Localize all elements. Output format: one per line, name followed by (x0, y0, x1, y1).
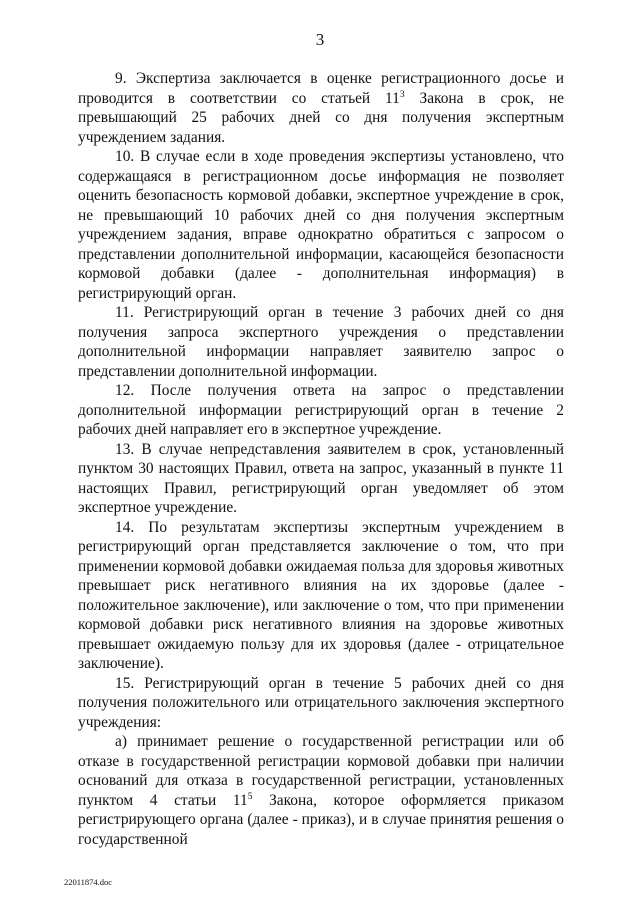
paragraph (78, 69, 564, 147)
paragraph-text: 11. Регистрирующий орган в течение 3 рабочих дней со дня получения запроса экспертного учреждения о представлении дополнительной информации направляет заявителю запрос о представлении дополнительной информации. (78, 304, 564, 380)
paragraph (78, 518, 564, 674)
paragraph-text: Закона, которое оформляется приказом регистрирующего органа (далее - приказ), и в случае принятия решения о государственной (78, 791, 564, 848)
paragraph (78, 303, 564, 381)
page-number: 3 (315, 30, 325, 49)
file-name-footer: 22011874.doc (64, 877, 113, 887)
paragraph-text: 13. В случае непредставления заявителем в срок, установленный пунктом 30 настоящих Правил, ответа на запрос, указанный в пункте 11 настоящих Правил, регистрирующий орган уведомляет об этом экспертное учреждение. (78, 440, 564, 516)
paragraph (78, 147, 564, 303)
superscript: 3 (399, 89, 405, 100)
paragraph (78, 440, 564, 518)
paragraph-text: а) принимает решение о государственной регистрации или об отказе в государственной регистрации кормовой добавки при наличии оснований для отказа в государственной регистрации, установленных пунктом 4 статьи 11 (78, 733, 564, 809)
paragraph-text: 15. Регистрирующий орган в течение 5 рабочих дней со дня получения положительного или отрицательного заключения экспертного учреждения: (78, 674, 564, 731)
paragraph-text: 10. В случае если в ходе проведения экспертизы установлено, что содержащаяся в регистрационном досье информация не позволяет оценить безопасность кормовой добавки, экспертное учреждение в срок, не превышающий 10 рабочих дней со дня получения экспертным учреждением задания, вправе однократно обратиться с запросом о представлении дополнительной информации, касающейся безопасности кормовой добавки (далее - дополнительная информация) в регистрирующий орган. (78, 148, 564, 302)
superscript: 5 (247, 791, 253, 802)
paragraph-text: 12. После получения ответа на запрос о представлении дополнительной информации регистрирующий орган в течение 2 рабочих дней направляет его в экспертное учреждение. (78, 382, 564, 438)
paragraph-text: Закона в срок, не превышающий 25 рабочих дней со дня получения экспертным учреждением задания. (78, 89, 564, 146)
paragraph (78, 732, 564, 849)
paragraph-text: 14. По результатам экспертизы экспертным учреждением в регистрирующий орган представляется заключение о том, что при применении кормовой добавки ожидаемая польза для здоровья животных превышает риск негативного влияния на их здоровье (далее - положительное заключение), или заключение о том, что при применении кормовой добавки риск негативного влияния на здоровье животных превышает ожидаемую пользу для их здоровья (далее - отрицательное заключение). (78, 518, 564, 672)
paragraph (78, 381, 564, 440)
document-body (78, 69, 564, 849)
paragraph (78, 674, 564, 733)
paragraph-text: 9. Экспертиза заключается в оценке регистрационного досье и проводится в соответствии со статьей 11 (78, 70, 564, 107)
